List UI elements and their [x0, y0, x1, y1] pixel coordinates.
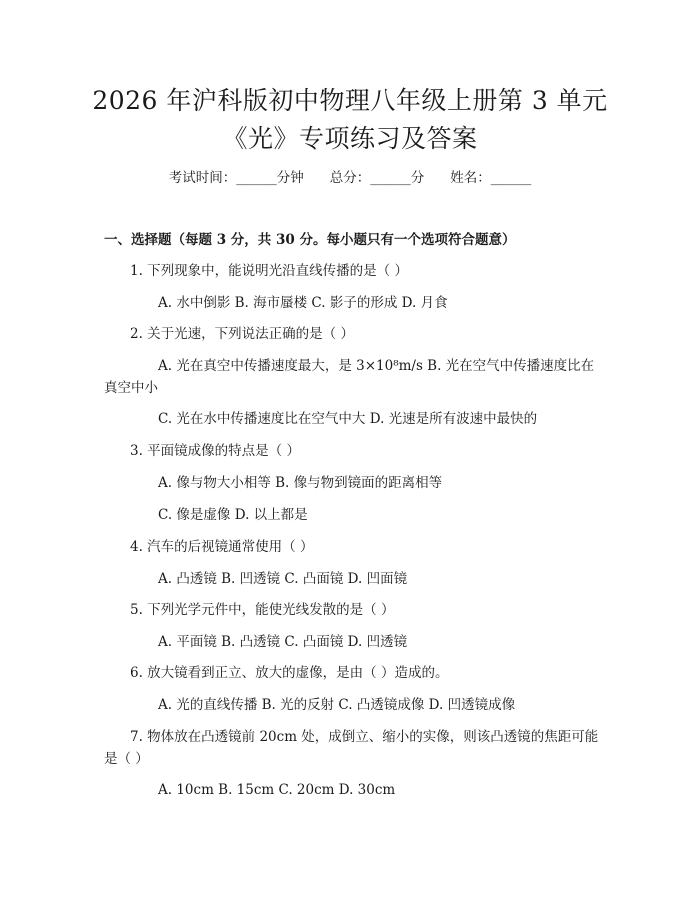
- question-options: A. 光的直线传播 B. 光的反射 C. 凸透镜成像 D. 凹透镜成像: [158, 697, 516, 713]
- section-heading: 一、选择题（每题 3 分，共 30 分。每小题只有一个选项符合题意）: [104, 232, 516, 248]
- page-title-line-1: 2026 年沪科版初中物理八年级上册第 3 单元: [92, 86, 608, 115]
- question-options: A. 平面镜 B. 凸透镜 C. 凸面镜 D. 凹透镜: [158, 634, 408, 650]
- exam-meta: [0, 168, 700, 188]
- question-options: A. 10cm B. 15cm C. 20cm D. 30cm: [158, 782, 396, 798]
- question-stem: 1. 下列现象中，能说明光沿直线传播的是（ ）: [130, 263, 408, 279]
- question-options: C. 像是虚像 D. 以上都是: [158, 507, 308, 523]
- student-name-field: 姓名：______: [450, 170, 532, 186]
- question-options: A. 凸透镜 B. 凹透镜 C. 凸面镜 D. 凹面镜: [158, 571, 408, 587]
- question-stem: 2. 关于光速，下列说法正确的是（ ）: [130, 326, 354, 342]
- page-title-line-2: 《光》专项练习及答案: [222, 124, 478, 153]
- total-score-field: 总分：______分: [329, 170, 425, 186]
- question-options: C. 光在水中传播速度比在空气中大 D. 光速是所有波速中最快的: [158, 411, 538, 427]
- question-stem: 5. 下列光学元件中，能使光线发散的是（ ）: [130, 602, 395, 618]
- exam-time-field: 考试时间：______分钟: [168, 170, 304, 186]
- question-stem: 3. 平面镜成像的特点是（ ）: [130, 443, 300, 459]
- question-stem: 7. 物体放在凸透镜前 20cm 处，成倒立、缩小的实像，则该凸透镜的焦距可能是（ ）: [104, 729, 599, 767]
- question-options: A. 水中倒影 B. 海市蜃楼 C. 影子的形成 D. 月食: [158, 295, 448, 311]
- question-options: A. 光在真空中传播速度最大，是 3×10⁸m/s B. 光在空气中传播速度比在真空中小: [104, 358, 595, 396]
- question-stem: 6. 放大镜看到正立、放大的虚像，是由（ ）造成的。: [130, 665, 449, 681]
- question-stem: 4. 汽车的后视镜通常使用（ ）: [130, 539, 314, 555]
- question-options: A. 像与物大小相等 B. 像与物到镜面的距离相等: [158, 475, 443, 491]
